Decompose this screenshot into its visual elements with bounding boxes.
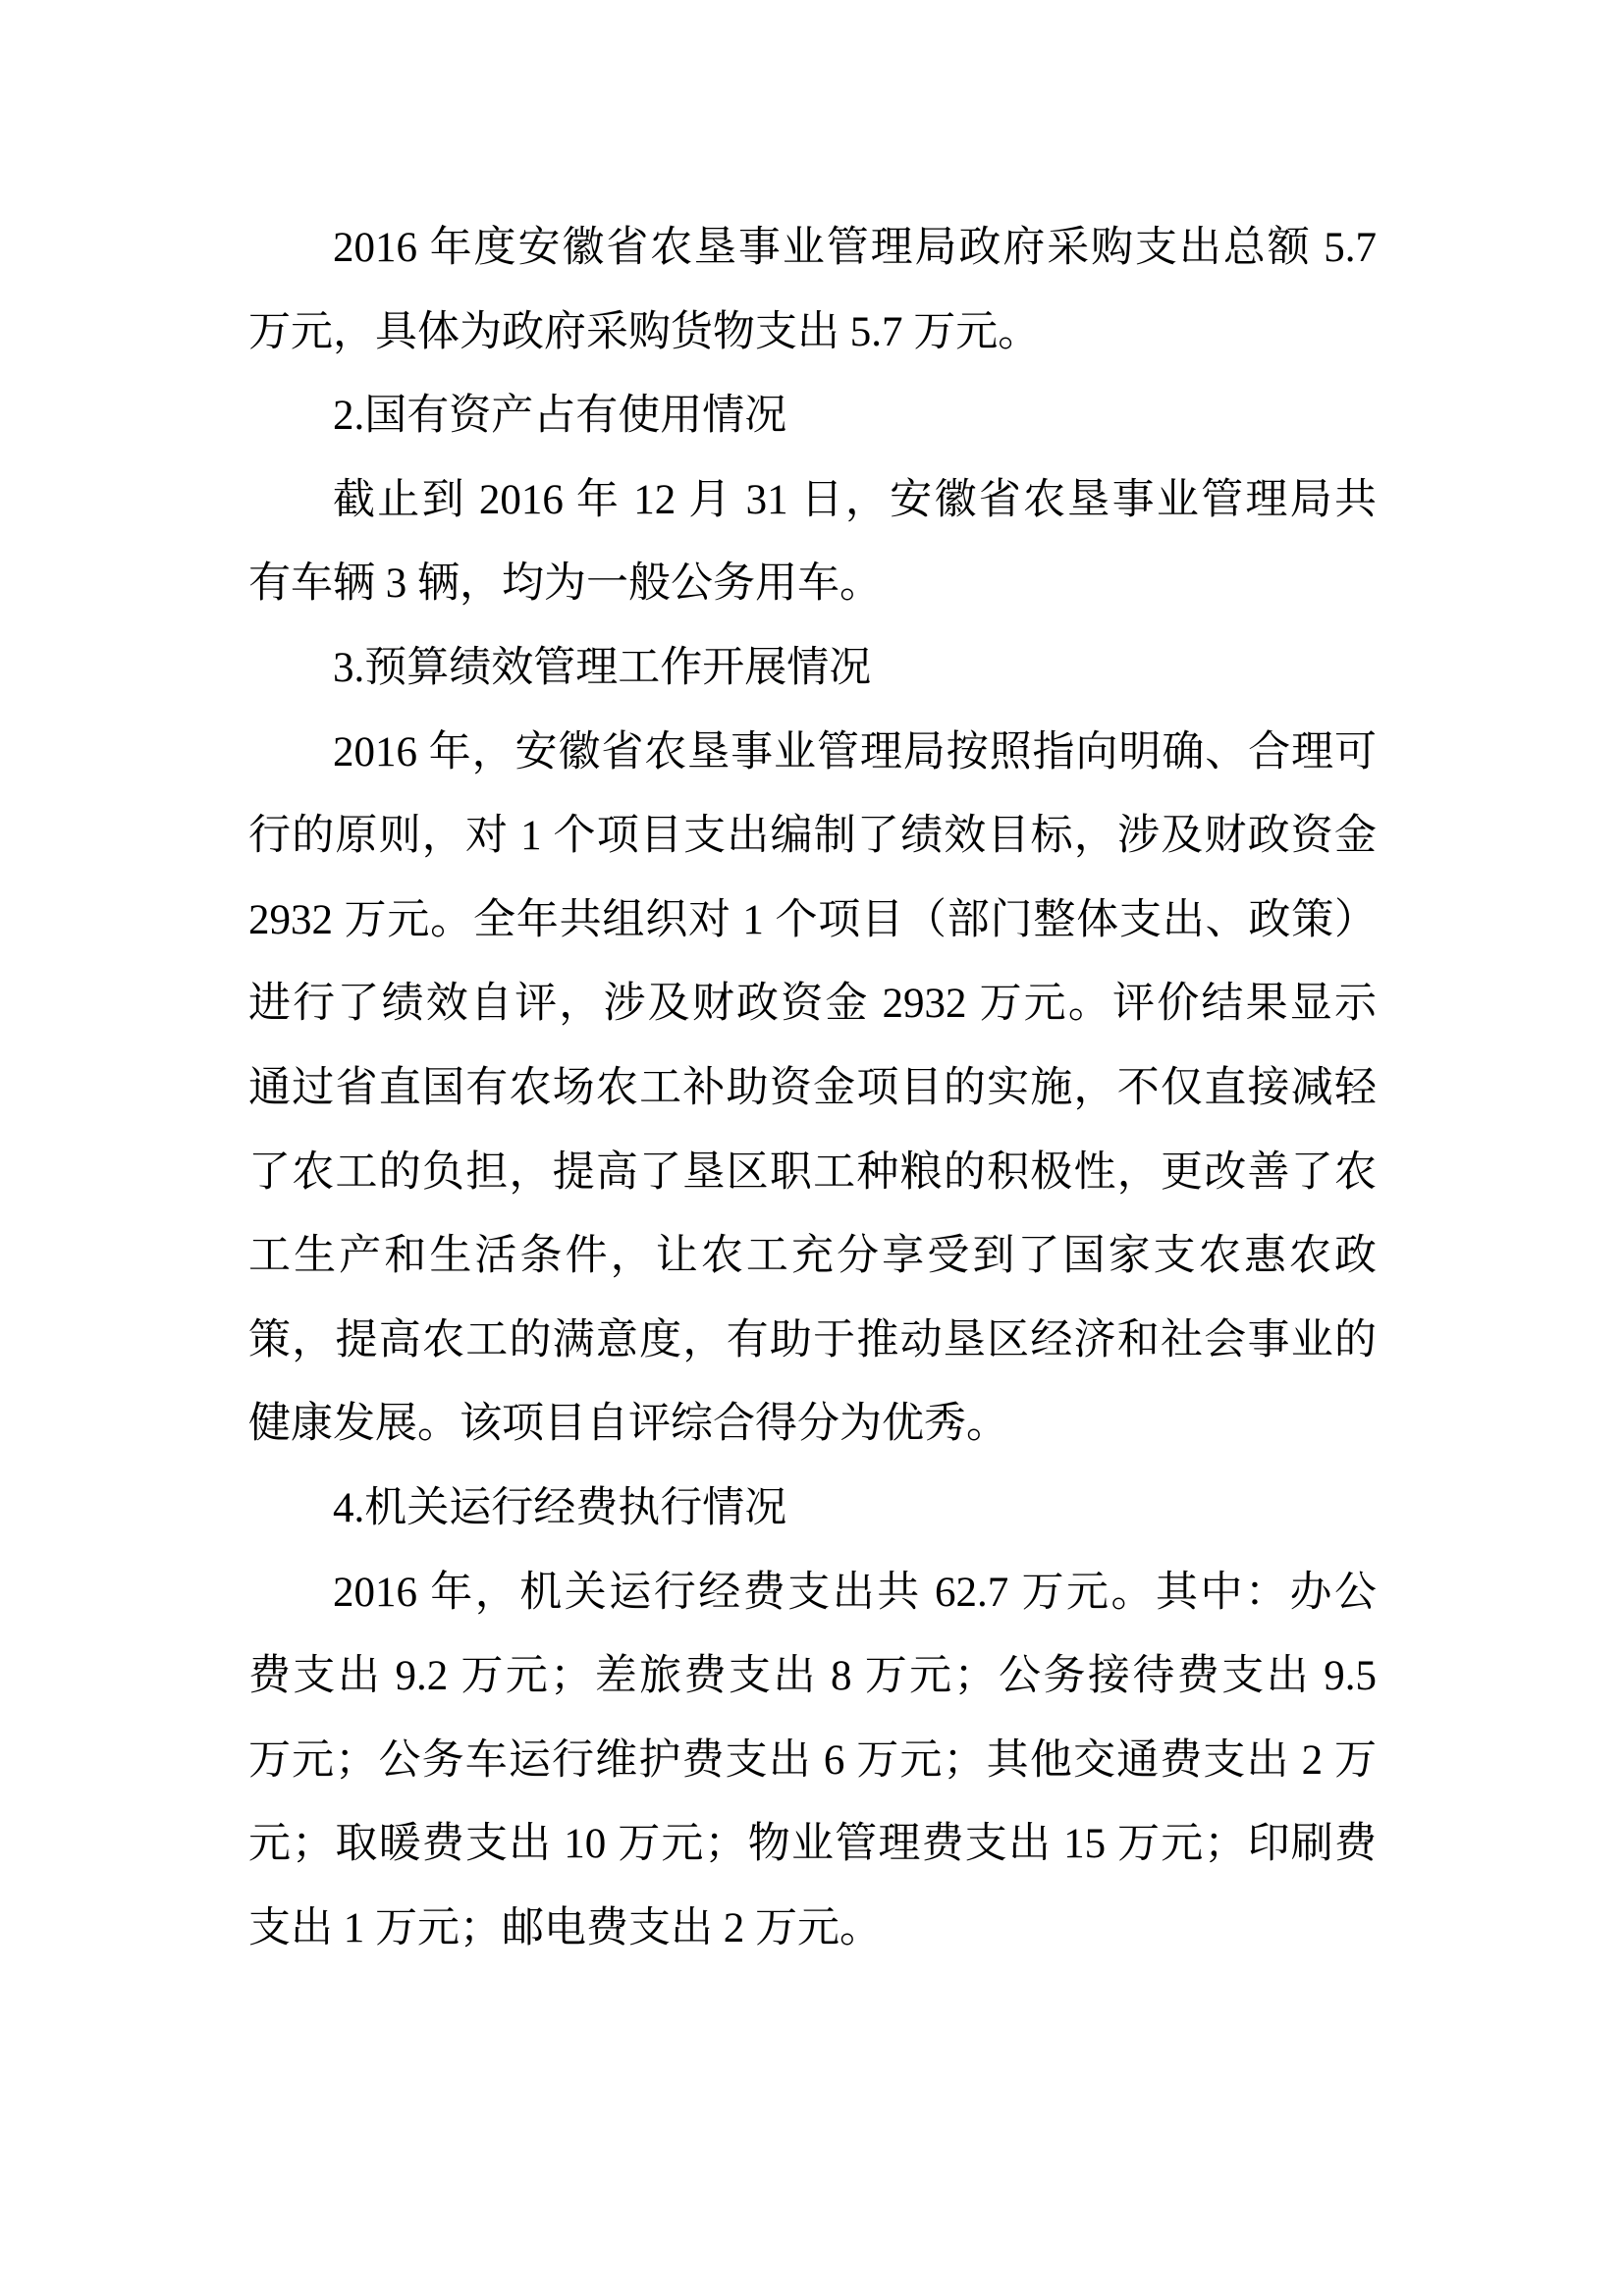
text-line: 2932 万元。全年共组织对 1 个项目（部门整体支出、政策）: [248, 896, 1377, 943]
text-line: 策，提高农工的满意度，有助于推动垦区经济和社会事业的: [248, 1316, 1377, 1363]
section-heading-line: 2.国有资产占有使用情况: [333, 393, 787, 440]
section-heading-line: 4.机关运行经费执行情况: [333, 1484, 787, 1531]
text-line: 2016 年，机关运行经费支出共 62.7 万元。其中：办公: [333, 1569, 1377, 1616]
text-line: 万元，具体为政府采购货物支出 5.7 万元。: [248, 308, 1041, 355]
text-line: 费支出 9.2 万元；差旅费支出 8 万元；公务接待费支出 9.5: [248, 1653, 1377, 1700]
text-line: 行的原则，对 1 个项目支出编制了绩效目标，涉及财政资金: [248, 813, 1377, 860]
section-heading-line: 3.预算绩效管理工作开展情况: [333, 644, 872, 691]
text-line: 进行了绩效自评，涉及财政资金 2932 万元。评价结果显示: [248, 981, 1377, 1028]
text-line: 元；取暖费支出 10 万元；物业管理费支出 15 万元；印刷费: [248, 1821, 1377, 1868]
text-line: 有车辆 3 辆，均为一般公务用车。: [248, 561, 882, 608]
text-line: 2016 年，安徽省农垦事业管理局按照指向明确、合理可: [333, 728, 1377, 775]
text-line: 支出 1 万元；邮电费支出 2 万元。: [248, 1904, 882, 1951]
text-line: 健康发展。该项目自评综合得分为优秀。: [248, 1401, 1008, 1448]
text-line: 2016 年度安徽省农垦事业管理局政府采购支出总额 5.7: [333, 225, 1377, 271]
text-line: 通过省直国有农场农工补助资金项目的实施，不仅直接减轻: [248, 1064, 1377, 1111]
text-line: 工生产和生活条件，让农工充分享受到了国家支农惠农政: [248, 1233, 1377, 1280]
text-line: 截止到 2016 年 12 月 31 日，安徽省农垦事业管理局共: [333, 476, 1377, 523]
text-line: 了农工的负担，提高了垦区职工种粮的积极性，更改善了农: [248, 1148, 1377, 1196]
document-text-block: [248, 206, 1377, 1970]
text-line: 万元；公务车运行维护费支出 6 万元；其他交通费支出 2 万: [248, 1736, 1377, 1784]
